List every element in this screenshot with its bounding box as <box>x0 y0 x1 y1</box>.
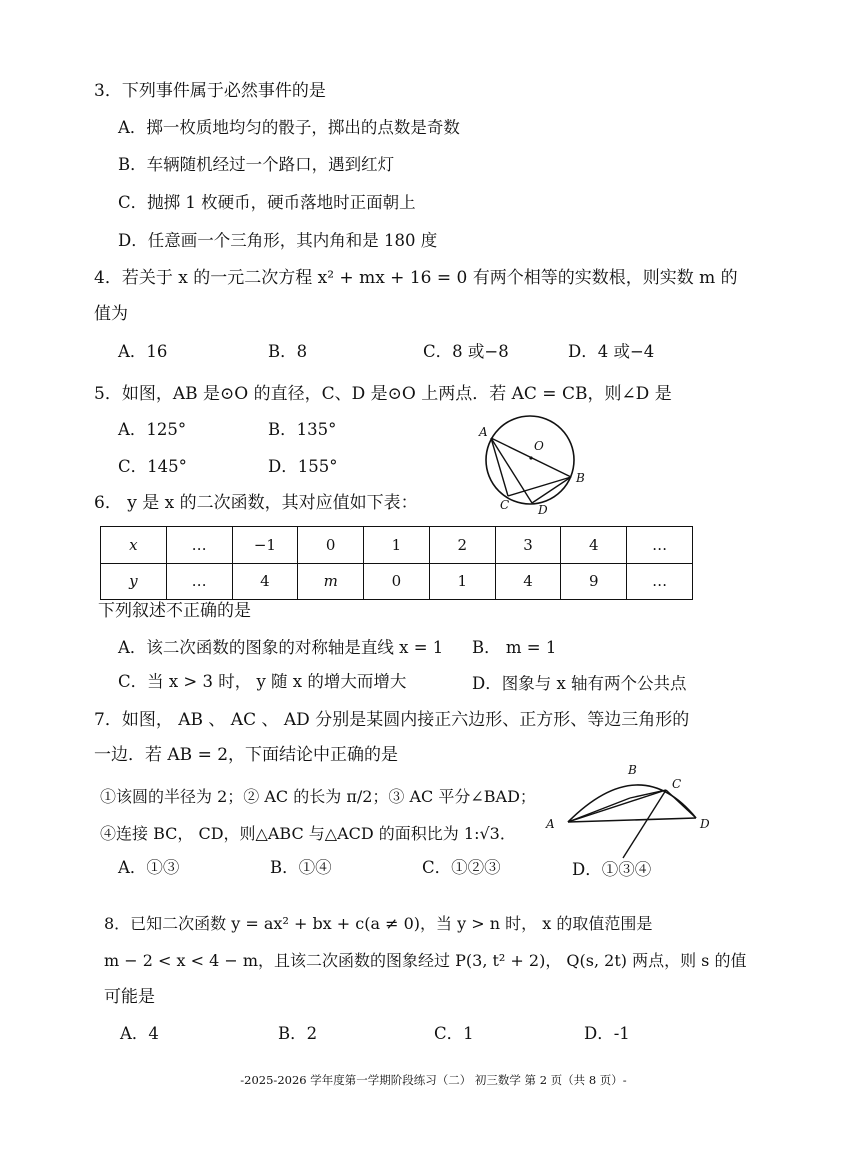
q7-stem-line2: 一边．若 AB = 2，下面结论中正确的是 <box>94 745 399 765</box>
table-cell: −1 <box>232 527 298 564</box>
table-cell: 0 <box>364 563 430 600</box>
q8-stem-line1: 8．已知二次函数 y = ax² + bx + c(a ≠ 0)，当 y > n 时， x 的取值范围是 <box>104 914 653 933</box>
q3-option-d: D．任意画一个三角形，其内角和是 180 度 <box>118 231 438 250</box>
table-cell: … <box>166 527 232 564</box>
q4-stem-line2: 值为 <box>94 304 128 324</box>
table-cell: … <box>627 563 693 600</box>
table-cell: 4 <box>495 563 561 600</box>
q7-option-c: C．①②③ <box>422 858 501 877</box>
table-cell: 2 <box>429 527 495 564</box>
q3-option-a: A．掷一枚质地均匀的骰子，掷出的点数是奇数 <box>118 118 460 137</box>
q8-option-c: C．1 <box>434 1024 474 1043</box>
q6-option-c: C．当 x > 3 时， y 随 x 的增大而增大 <box>118 672 407 691</box>
q8-stem-line2: m − 2 < x < 4 − m，且该二次函数的图象经过 P(3, t² + 2)， Q(s, 2t) 两点，则 s 的值 <box>104 951 747 970</box>
q7-claims-line1: ①该圆的半径为 2；② AC 的长为 π/2；③ AC 平分∠BAD； <box>100 787 536 806</box>
q4-option-a: A．16 <box>118 342 168 361</box>
q6-stem: 6． y 是 x 的二次函数，其对应值如下表： <box>94 493 418 513</box>
q7-stem-line1: 7．如图， AB 、 AC 、 AD 分别是某圆内接正六边形、正方形、等边三角形的 <box>94 710 690 730</box>
q7-option-b: B．①④ <box>270 858 332 877</box>
q5-label-b: B <box>576 471 585 485</box>
q7-label-c: C <box>672 777 682 791</box>
table-cell: 3 <box>495 527 561 564</box>
page-footer: -2025-2026 学年度第一学期阶段练习（二） 初三数学 第 2 页（共 8 页）- <box>240 1073 627 1087</box>
table-cell: 9 <box>561 563 627 600</box>
q8-option-b: B．2 <box>278 1024 318 1043</box>
q5-label-c: C <box>500 498 510 512</box>
q5-option-c: C．145° <box>118 457 187 476</box>
table-cell: y <box>101 563 167 600</box>
table-cell: 1 <box>429 563 495 600</box>
q5-label-o: O <box>534 439 544 453</box>
q6-option-b: B． m = 1 <box>472 638 557 657</box>
table-cell: 1 <box>364 527 430 564</box>
table-row-x <box>101 527 693 564</box>
q3-stem: 3．下列事件属于必然事件的是 <box>94 81 326 101</box>
table-cell: 4 <box>561 527 627 564</box>
q8-stem-line3: 可能是 <box>104 987 155 1007</box>
q5-option-d: D．155° <box>268 457 338 476</box>
q7-option-d: D．①③④ <box>572 860 652 879</box>
q5-label-d: D <box>538 503 548 517</box>
q5-stem: 5．如图，AB 是⊙O 的直径，C、D 是⊙O 上两点．若 AC = CB，则∠D 是 <box>94 384 672 404</box>
table-cell: 4 <box>232 563 298 600</box>
q4-stem-line1: 4．若关于 x 的一元二次方程 x² + mx + 16 = 0 有两个相等的实数根，则实数 m 的 <box>94 268 738 288</box>
q5-option-a: A．125° <box>118 420 187 439</box>
table-row-y <box>101 563 693 600</box>
q7-label-b: B <box>628 763 637 777</box>
q6-value-table <box>100 526 693 600</box>
q7-claims-line2: ④连接 BC， CD，则△ABC 与△ACD 的面积比为 1:√3． <box>100 824 516 843</box>
q7-label-d: D <box>700 817 710 831</box>
q6-option-a: A．该二次函数的图象的对称轴是直线 x = 1 <box>118 638 444 657</box>
q4-option-d: D．4 或−4 <box>568 342 655 361</box>
table-cell: m <box>298 563 364 600</box>
table-cell: x <box>101 527 167 564</box>
q7-option-a: A．①③ <box>118 858 180 877</box>
table-cell: … <box>627 527 693 564</box>
q5-circle-figure <box>470 410 600 520</box>
q5-label-a: A <box>479 425 488 439</box>
table-cell: … <box>166 563 232 600</box>
q4-option-c: C．8 或−8 <box>423 342 509 361</box>
q6-prompt: 下列叙述不正确的是 <box>98 601 251 621</box>
q4-option-b: B．8 <box>268 342 308 361</box>
q6-option-d: D．图象与 x 轴有两个公共点 <box>472 674 687 693</box>
q8-option-a: A．4 <box>120 1024 159 1043</box>
q5-option-b: B．135° <box>268 420 337 439</box>
q3-option-c: C．抛掷 1 枚硬币，硬币落地时正面朝上 <box>118 193 416 212</box>
q7-label-a: A <box>546 817 555 831</box>
q8-option-d: D．-1 <box>584 1024 630 1043</box>
q3-option-b: B．车辆随机经过一个路口，遇到红灯 <box>118 155 395 174</box>
q7-arc-figure <box>540 760 720 860</box>
table-cell: 0 <box>298 527 364 564</box>
